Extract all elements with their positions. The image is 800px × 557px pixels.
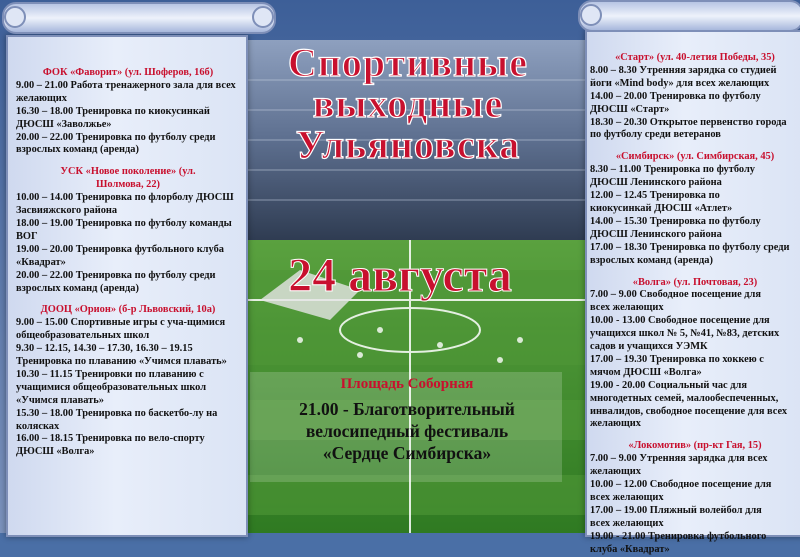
schedule-line: садов и учащихся УЭМК — [590, 341, 708, 353]
schedule-line: 16.30 – 18.00 Тренировка по киокусинкай ДЮСШ «Заволжье» — [16, 105, 210, 130]
title-line: Ульяновска — [295, 122, 521, 167]
venue-heading-orion — [16, 304, 240, 317]
schedule-line: всех желающих — [590, 492, 664, 503]
event-line: «Сердце Симбирска» — [322, 443, 492, 463]
schedule-line: 17.00 – 18.30 Тренировка по футболу среди — [590, 241, 790, 253]
schedule-line: 9.30 – 12.15, 14.30 – 17.30, 16.30 – 19.15 Тренировка по плаванию «Учимся плавать» — [16, 343, 227, 368]
center-venue: Площадь Соборная — [340, 376, 474, 392]
venue-heading-start: «Старт» (ул. 40-летия Победы, 35) — [615, 52, 775, 63]
schedule-line: йоги «Mind body» для всех желающих — [590, 77, 770, 89]
schedule-line: 8.30 – 11.00 Тренировка по футболу — [590, 164, 755, 176]
left-scroll-top-curl — [2, 2, 276, 34]
venue-heading-lokomotiv: «Локомотив» (пр-кт Гая, 15) — [628, 440, 762, 452]
right-schedule — [590, 52, 800, 557]
schedule-line: 19.00 – 20.00 Тренировка футбольного клуба «Квадрат» — [16, 243, 224, 268]
schedule-line: 16.00 – 18.15 Тренировка по вело-спорту ДЮСШ «Волга» — [16, 433, 205, 458]
schedule-line: 18.00 – 19.00 Тренировка по футболу команды ВОГ — [16, 217, 232, 242]
venue-heading-line: Шолмова, 22) — [95, 179, 161, 191]
venue-heading-line: ДООЦ «Орион» (б-р Львовский, 10а) — [40, 304, 216, 316]
event-line: велосипедный фестиваль — [305, 421, 509, 441]
event-date: 24 августа — [288, 249, 512, 302]
venue-heading-favorit — [16, 67, 240, 80]
venue-heading-novoe-pokolenie — [16, 166, 240, 192]
schedule-line: желающих — [590, 466, 641, 478]
title-line: Спортивные — [288, 40, 528, 85]
schedule-line: многодетных семей, малообеспеченных, — [590, 392, 779, 404]
schedule-line: ДЮСШ Ленинского района — [590, 228, 722, 240]
schedule-line: взрослых команд (аренда) — [590, 254, 713, 266]
schedule-line: 10.00 - 13.00 Свободное посещение для — [590, 315, 770, 327]
schedule-line: киокусинкай ДЮСШ «Атлет» — [590, 202, 733, 214]
schedule-line: желающих — [590, 418, 641, 430]
schedule-line: ДЮСШ Ленинского района — [590, 177, 722, 189]
venue-heading-line: ФОК «Фаворит» (ул. Шоферов, 16б) — [42, 67, 214, 78]
schedule-line: 18.30 – 20.30 Открытое первенство города — [590, 116, 787, 128]
venue-heading-simbirsk: «Симбирск» (ул. Симбирская, 45) — [615, 151, 775, 163]
schedule-line: 7.00 – 9.00 Утренняя зарядка для всех — [590, 453, 768, 465]
poster-title — [228, 42, 588, 165]
schedule-line: 20.00 – 22.00 Тренировка по футболу среди взрослых команд (аренда) — [16, 269, 216, 294]
left-scroll-knob-end — [252, 6, 274, 28]
schedule-line: мячом ДЮСШ «Волга» — [590, 366, 702, 378]
schedule-line: 17.00 – 19.30 Тренировка по хоккею с — [590, 353, 764, 365]
schedule-line: 19.00 - 21.00 Тренировка футбольного — [590, 530, 767, 542]
schedule-line: 7.00 – 9.00 Свободное посещение для — [590, 289, 762, 301]
left-schedule — [16, 67, 240, 459]
schedule-line: 9.00 – 21.00 Работа тренажерного зала для всех желающих — [16, 79, 236, 104]
schedule-line: инвалидов, свободное посещение для всех — [590, 405, 788, 417]
schedule-line: 14.00 – 20.00 Тренировка по футболу — [590, 90, 761, 102]
event-line: 21.00 - Благотворительный — [299, 399, 515, 419]
center-event — [252, 398, 562, 464]
schedule-line: 10.00 – 12.00 Свободное посещение для — [590, 479, 772, 491]
schedule-line: 20.00 – 22.00 Тренировка по футболу среди взрослых команд (аренда) — [16, 131, 216, 156]
schedule-line: 8.00 – 8.30 Утренняя зарядка со студией — [590, 64, 777, 76]
venue-heading-volga: «Волга» (ул. Почтовая, 23) — [632, 276, 758, 288]
title-line: выходные — [312, 81, 504, 126]
schedule-line: клуба «Квадрат» — [590, 543, 670, 555]
schedule-line: 10.30 – 11.15 Тренировки по плаванию с учащимися общеобразовательных школ «Учимся плавать» — [16, 368, 207, 406]
left-scroll-knob — [4, 6, 26, 28]
schedule-line: 14.00 – 15.30 Тренировка по футболу — [590, 215, 761, 227]
schedule-line: всех желающих — [590, 517, 664, 529]
schedule-line: 19.00 - 20.00 Социальный час для — [590, 379, 747, 391]
schedule-line: 12.00 – 12.45 Тренировка по — [590, 190, 720, 202]
schedule-line: ДЮСШ «Старт» — [590, 103, 670, 115]
schedule-line: 15.30 – 18.00 Тренировка по баскетбо-лу на колясках — [16, 407, 218, 432]
venue-heading-line: УСК «Новое поколение» (ул. — [60, 166, 196, 178]
schedule-line: 10.00 – 14.00 Тренировка по флорболу ДЮСШ Засвияжского района — [16, 192, 234, 217]
right-scroll-top-curl — [578, 0, 800, 32]
schedule-line: по футболу среди ветеранов — [590, 129, 721, 141]
right-scroll-knob — [580, 4, 602, 26]
schedule-line: 9.00 – 15.00 Спортивные игры с уча-щимися общеобразовательных школ — [16, 317, 226, 342]
schedule-line: 17.00 – 19.00 Пляжный волейбол для — [590, 504, 762, 516]
schedule-line: учащихся школ № 5, №41, №83, детских — [590, 328, 780, 340]
schedule-line: всех желающих — [590, 302, 664, 314]
